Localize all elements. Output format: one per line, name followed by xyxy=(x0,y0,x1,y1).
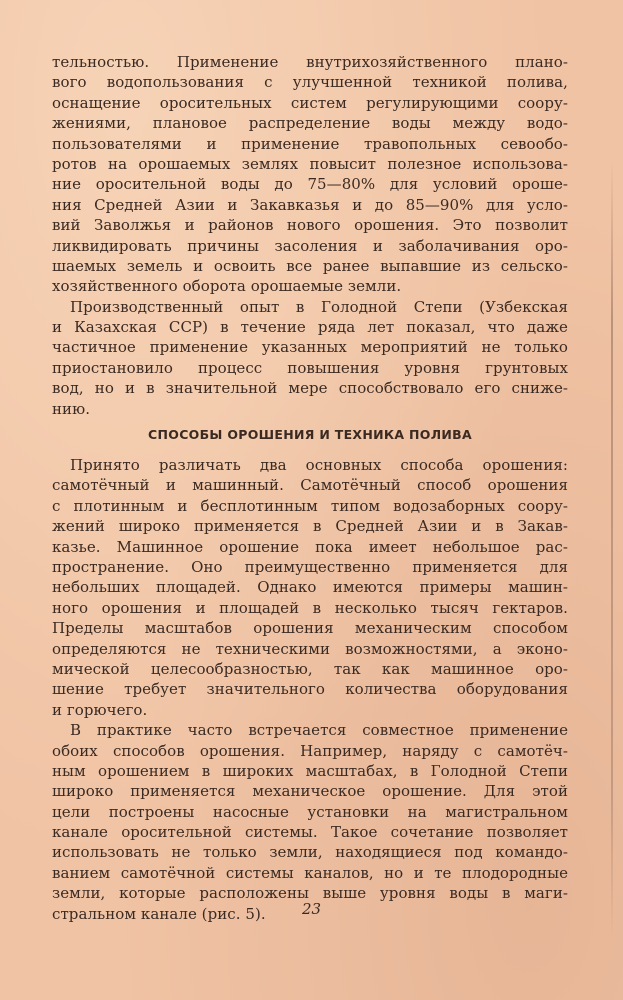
paragraph xyxy=(52,455,568,720)
section-heading: СПОСОБЫ ОРОШЕНИЯ И ТЕХНИКА ПОЛИВА xyxy=(148,427,472,443)
text-line: самотёчный и машинный. Самотёчный способ орошения xyxy=(52,476,568,495)
text-line: вий Заволжья и районов нового орошения. Это позволит xyxy=(52,216,568,235)
text-line: ного орошения и площадей в несколько тысяч гектаров. xyxy=(52,598,568,617)
text-line: частичное применение указанных мероприятий не только xyxy=(52,338,568,357)
text-line: вого водопользования с улучшенной техникой полива, xyxy=(52,73,568,92)
paragraph xyxy=(52,297,568,419)
text-line: Пределы масштабов орошения механическим способом xyxy=(52,619,568,638)
text-line: пространение. Оно преимущественно применяется для xyxy=(52,557,568,576)
text-line: мической целесообразностью, так как машинное оро- xyxy=(52,659,568,678)
text-line: тельностью. Применение внутрихозяйственного плано- xyxy=(52,53,568,71)
text-line: определяются не техническими возможностями, а эконо- xyxy=(52,639,568,658)
text-line: ванием самотёчной системы каналов, но и те плодородные xyxy=(52,863,568,882)
text-line: стральном канале (рис. 5). xyxy=(52,904,266,923)
text-line: ния Средней Азии и Закавказья и до 85—90% для усло- xyxy=(52,195,568,214)
text-line: ным орошением в широких масштабах, в Голодной Степи xyxy=(52,761,568,780)
text-line: ликвидировать причины засоления и заболачивания оро- xyxy=(52,236,568,255)
text-line: оснащение оросительных систем регулирующими соору- xyxy=(52,93,568,112)
paragraph xyxy=(52,52,568,297)
text-line: хозяйственного оборота орошаемые земли. xyxy=(52,277,402,296)
page-number: 23 xyxy=(301,900,322,918)
text-line: с плотинным и бесплотинным типом водозаборных соору- xyxy=(52,496,568,515)
text-line: казье. Машинное орошение пока имеет небольшое рас- xyxy=(52,537,568,556)
text-line: цели построены насосные установки на магистральном xyxy=(52,802,568,821)
text-line: В практике часто встречается совместное применение xyxy=(70,721,568,740)
text-line: ние оросительной воды до 75—80% для условий ороше- xyxy=(52,175,568,194)
text-line: широко применяется механическое орошение. Для этой xyxy=(52,782,568,801)
text-line: обоих способов орошения. Например, наряду с самотёч- xyxy=(52,741,568,760)
page-text-body xyxy=(52,52,568,924)
text-line: шение требует значительного количества оборудования xyxy=(52,680,568,699)
text-line: шаемых земель и освоить все ранее выпавшие из сельско- xyxy=(52,256,568,275)
text-line: и горючего. xyxy=(52,700,148,719)
text-line: пользователями и применение травопольных севообо- xyxy=(52,134,568,153)
paragraph xyxy=(52,720,568,924)
text-line: приостановило процесс повышения уровня грунтовых xyxy=(52,358,568,377)
text-line: и Казахская ССР) в течение ряда лет показал, что даже xyxy=(52,318,568,337)
text-line: Принято различать два основных способа орошения: xyxy=(70,456,568,475)
page-edge-shadow xyxy=(611,160,613,940)
text-line: использовать не только земли, находящиеся под командо- xyxy=(52,843,568,862)
text-line: жений широко применяется в Средней Азии и в Закав- xyxy=(52,517,568,536)
text-line: вод, но и в значительной мере способствовало его сниже- xyxy=(52,379,568,398)
text-line: жениями, плановое распределение воды между водо- xyxy=(52,114,568,133)
text-line: нию. xyxy=(52,399,91,418)
text-line: земли, которые расположены выше уровня воды в маги- xyxy=(52,884,568,903)
text-line: ротов на орошаемых землях повысит полезное использова- xyxy=(52,154,568,173)
text-line: канале оросительной системы. Такое сочетание позволяет xyxy=(52,823,568,842)
text-line: небольших площадей. Однако имеются примеры машин- xyxy=(52,578,568,597)
text-line: Производственный опыт в Голодной Степи (Узбекская xyxy=(70,297,568,316)
